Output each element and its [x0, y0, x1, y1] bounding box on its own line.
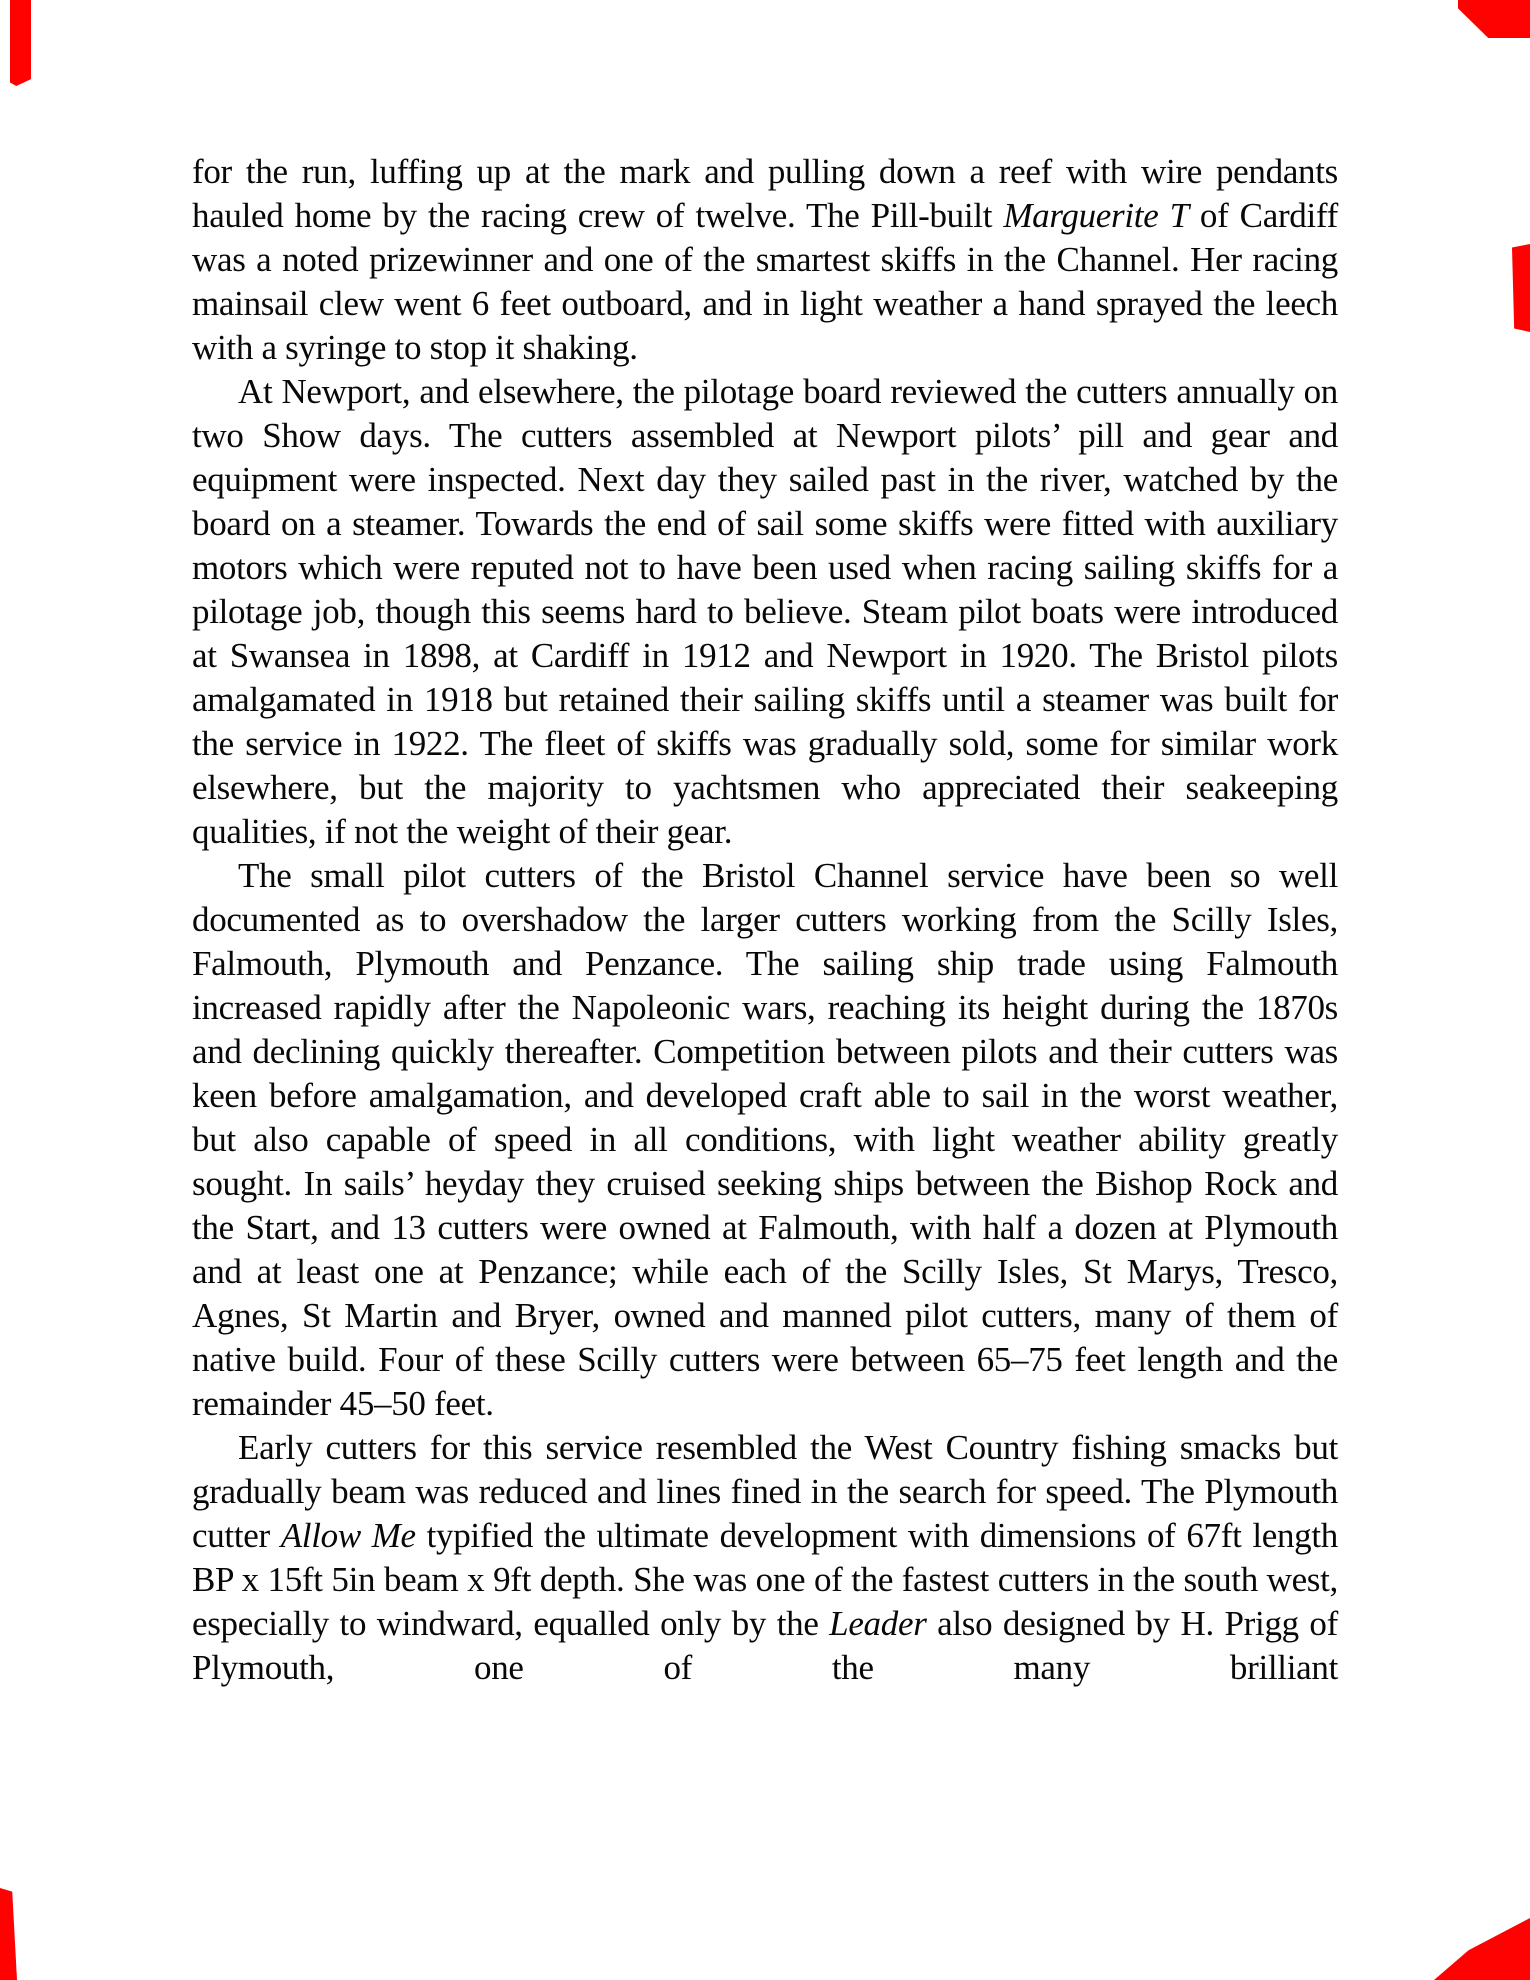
text-run: also designed by H. Prigg of Plymouth, one of the many brilliant — [192, 1604, 1338, 1687]
paragraph — [192, 150, 1338, 370]
paragraph — [192, 370, 1338, 854]
page-text — [192, 150, 1338, 1690]
text-run: The small pilot cutters of the Bristol Channel service have been so well documented as to overshadow the larger cutters working from the Scilly Isles, Falmouth, Plymouth and Penzance. The sailing ship trade using Falmouth increased rapidly after the Napoleonic wars, reaching its height during the 1870s and declining quickly thereafter. Competition between pilots and their cutters was keen before amalgamation, and developed craft able to sail in the worst weather, but also capable of speed in all conditions, with light weather ability greatly sought. In sails’ heyday they cruised seeking ships between the Bishop Rock and the Start, and 13 cutters were owned at Falmouth, with half a dozen at Plymouth and at least one at Penzance; while each of the Scilly Isles, St Marys, Tresco, Agnes, St Martin and Bryer, owned and manned pilot cutters, many of them of native build. Four of these Scilly cutters were between 65–75 feet length and the remainder 45–50 feet. — [192, 856, 1338, 1423]
text-run: of Cardiff was a noted prizewinner and one of the smartest skiffs in the Channel. Her racing mainsail clew went 6 feet outboard, and in light weather a hand sprayed the leech with a syringe to stop it shaking. — [192, 196, 1338, 367]
paragraph — [192, 854, 1338, 1426]
text-run: Early cutters for this service resembled the West Country fishing smacks but gradually beam was reduced and lines fined in the search for speed. The Plymouth cutter — [192, 1428, 1338, 1555]
text-run: for the run, luffing up at the mark and pulling down a reef with wire pendants hauled home by the racing crew of twelve. The Pill-built — [192, 152, 1338, 235]
scan-artifact-right-edge — [1512, 244, 1530, 332]
scan-artifact-top-left — [10, 0, 31, 86]
italic-text-run: Allow Me — [280, 1516, 416, 1555]
text-run: At Newport, and elsewhere, the pilotage board reviewed the cutters annually on two Show days. The cutters assembled at Newport pilots’ pill and gear and equipment were inspected. Next day they sailed past in the river, watched by the board on a steamer. Towards the end of sail some skiffs were fitted with auxiliary motors which were reputed not to have been used when racing sailing skiffs for a pilotage job, though this seems hard to believe. Steam pilot boats were introduced at Swansea in 1898, at Cardiff in 1912 and Newport in 1920. The Bristol pilots amalgamated in 1918 but retained their sailing skiffs until a steamer was built for the service in 1922. The fleet of skiffs was gradually sold, some for similar work elsewhere, but the majority to yachtsmen who appreciated their seakeeping qualities, if not the weight of their gear. — [192, 372, 1338, 851]
scan-artifact-top-right — [1458, 0, 1530, 38]
paragraph — [192, 1426, 1338, 1690]
scan-artifact-bottom-right — [1434, 1918, 1530, 1980]
italic-text-run: Leader — [829, 1604, 927, 1643]
italic-text-run: Marguerite T — [1003, 196, 1189, 235]
text-run: typified the ultimate development with dimensions of 67ft length BP x 15ft 5in beam x 9ft depth. She was one of the fastest cutters in the south west, especially to windward, equalled only by the — [192, 1516, 1339, 1643]
scan-artifact-bottom-left — [0, 1888, 17, 1980]
